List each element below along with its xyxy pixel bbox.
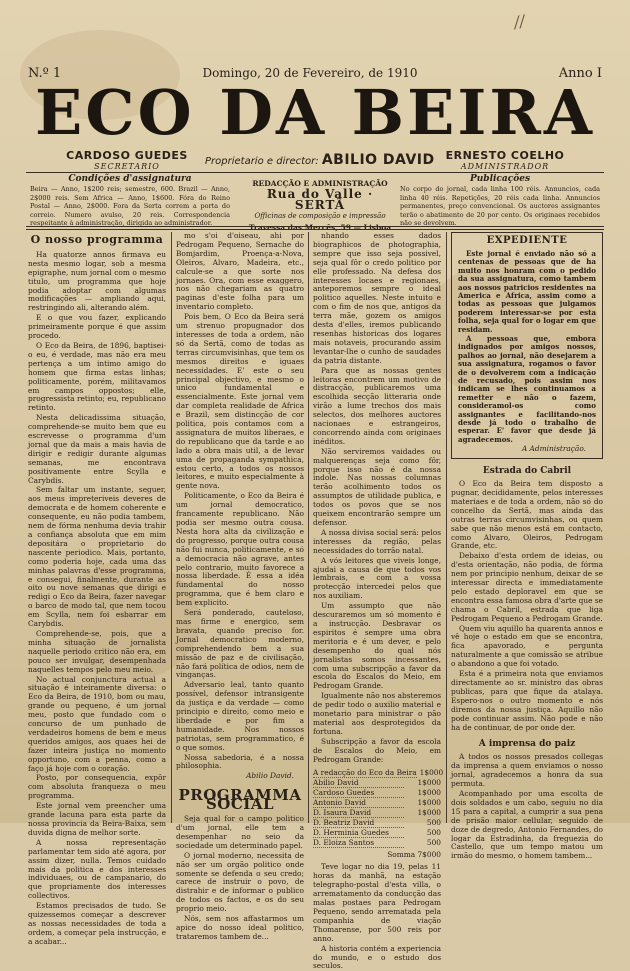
owner-name: ABILIO DAVID (321, 152, 435, 168)
administrator-role: ADMINISTRADOR (460, 162, 550, 171)
article-paragraph: O Eco da Beira tem disposto a pugnar, decididamente, pelos interesses materiaes e de toda a ordem, não só do concelho da Sertã, mas ainda das outras terras circumvisinhas, ou quem sabe que não menos está em contacto, como Alvaro, Oleiros, Pedrogam Grande, etc. (451, 479, 603, 551)
ledger-label: Antonio David (313, 798, 404, 808)
article-title-imprensa: A imprensa do paiz (478, 739, 576, 750)
ledger-label: D. Beatriz David (313, 818, 404, 828)
article-paragraph: Quem viu aquillo ha quarenta annos e vê hoje o estado em que se encontra, fica apavorado, e pergunta naturalmente a que comissão se atribue o abandono a que foi votado. (451, 623, 603, 669)
ledger-row (313, 778, 441, 788)
owner-label: Proprietario e director: (205, 156, 319, 167)
publications-text: No corpo do jornal, cada linha 100 réis. Annuncios, cada linha 40 réis. Repetições, 20 réis cada linha. Annuncios permanentes, preço convencional. Os auctores assignantes terão o abatimento de 20 por cento. Os originaes recebidos não se devolvem. (400, 185, 600, 228)
ledger-label: Cardoso Guedes (313, 788, 404, 798)
article-paragraph: Igualmente não nos absteremos de pedir todo o auxilio material e monetario para ministrar o pão material aos desprotegidos da fortuna. (313, 691, 441, 736)
expediente-box (451, 232, 603, 459)
article-paragraph: Nossa sabedoria, é a nossa philosophia. (176, 752, 304, 771)
article-paragraph: Esta é a primeira nota que enviamos directamente ao sr. ministro das obras publicas, para que fique da atalaya. Espero-nos o outro momento e nós diremos da nossa justiça. Aquillo não pode continuar assim. Não pode e não ha de continuar, de por onde der. (451, 669, 603, 732)
article-paragraph: Pois bem, O Eco da Beira será um strenuo propugnador dos interesses de toda a ordem, não só da Sertã, como de todas as terras circumvisinhas, que tem os mesmos direitos e iguaes necessidades. E' este o seu principal objectivo, e mesmo o unico fundamental e essencialmente. Este jornal vem dar completa realidade de Africa e Brazil, sem distincção de cor politica, pois contamos com a assignatura de muitos liberaes, e do republicano que da tarde e ao lado a obra mais util, a de levar uma de propaganda sympathica, estou certo, a todos os nossos leitores, e muito especialmente à gente nova. (176, 312, 304, 491)
article-paragraph: Acompanhado por uma escolta de dois soldados e um cabo, seguiu no dia 15 para a capital, a cumprir a sua pena de prisão maior cellular, seguido de doze de degredo, Antonio Fernandes, do logar da Estradinha, da freguezia do Castello, que um tempo matou um irmão do mesmo, o homem tambem... (451, 788, 603, 861)
owner-line (205, 152, 435, 168)
expediente-paragraph: A pessoas que, embora indignados por amigos nossos, palhos ao jornal, não desejarem a sua assignatura, rogamos o favor de o devolverem com a indicação de recusado, pois assim nos indicam se lhes continuamos a remetter e não o fazem, consideramol-os como assignantes e facilitando-nos desde já todo o trabalho de esperar. E' favor que desde já agradecemos. (458, 333, 596, 444)
ledger-label: Abilio David (313, 778, 404, 788)
ledger-value: 1$000 (417, 778, 441, 788)
article-title-estrada: Estrada do Cabril (482, 466, 572, 477)
article-paragraph: A nossa divisa social será: pelos interesses da região, pelas necessidades do torrão natal. (313, 527, 441, 555)
ledger-row (313, 838, 441, 848)
article-signature: Abilio David. (246, 771, 294, 781)
publications-box (400, 174, 600, 228)
ledger-sum-value: 7$000 (417, 850, 441, 860)
article-paragraph: A historia contém a experiencia do mundo, e o estudo dos seculos. (313, 943, 441, 971)
publications-title: Publicações (469, 174, 531, 184)
article-paragraph: Sem faltar um instante, seguer, aos meus impreteriveis deveres de democrata e de homem coherente e consequente, eu não podia tambem, nem de fórma nenhuma devia trahir a confiança absoluta que em mim depositára o proprietario do nascente periodico. Mais, portanto, como poderia hoje, cada uma das minhas palavras d'esse programma, e consegui, finalmente, durante as oito ou nove semanas que dirigi e redigi o Eco da Beira, fazer navegar o barco de modo tal, que nem tocou em Scylla, nem foi esbarrar em Carybdis. (28, 485, 166, 629)
ledger-row (313, 818, 441, 828)
article-paragraph: Posto, por consequencia, expôr com absoluta franqueza o meu programma. (28, 773, 166, 801)
article-paragraph: Teve logar no dia 19, pelas 11 horas da manhã, na estação telegrapho-postal d'esta villa, o arrematamento da conducção das malas postaes para Pedrogam Pequeno, sendo arrematada pela companhia de viação Thomarense, por 500 reis por anno. (313, 862, 441, 943)
column-3 (313, 231, 444, 971)
article-paragraph: Será ponderado, cauteloso, mas firme e energico, sem bravata, quando preciso for. Jornal democratico moderno, comprehendendo bem a sua missão de paz e de civilisação, não fará política de odios, nem de vinganças. (176, 608, 304, 680)
article-paragraph: Debaixo d'esta ordem de ideias, ou d'esta orientação, não podia, de fórma nem por principio nenhum, deixar de se interessar directa e immediatamente pelo estado deploravel em que se encontra essa famosa obra d'arte que se chama o Cabril, estrada que liga Pedrogam Pequeno a Pedrogam Grande. (451, 551, 603, 623)
article-paragraph: Comprehende-se, pois, que a minha situação de jornalista naquelle periodo critico não era, em pouco ser invulgar, desempenhada naquelles tempos pelo meu meio. (28, 628, 166, 674)
ledger-row (313, 828, 441, 838)
article-paragraph: No actual conjunctura actual a situação é inteiramente diversa: o Eco da Beira, de 1910, bom ou mau, grande ou pequeno, é um jornal meu, posto que fundado com o concurso de um punhado de verdadeiros homens de bem e meus queridos amigos, aos quaes hei de fazer inteira justiça no momento opportuno, com a penna, como a faço já hoje com o coração. (28, 674, 166, 773)
issue-date: Domingo, 20 de Fevereiro, de 1910 (202, 66, 418, 80)
article-paragraph: Não serviremos vaidades ou malquerenças seja como fôr, porque isso não é da nossa indole. Nas nossas columnas terão acolhimento todos os assumptos de utilidade publica, e todos os povos que se nos queixem encontrarão sempre um defensor. (313, 446, 441, 527)
article-paragraph: Politicamente, o Eco da Beira é um jornal democratico, francamente republicano. Não podia ser mesmo outra cousa. Nesta hora alta da civilização e do progresso, porque outra cousa não fui nunca, politicamente, e só a democracia não agrave, antes pelo contrario, muito favorece a nossa liberdade. É essa a idéa fundamental do nosso programma, que é bem claro e bem explicito. (176, 491, 304, 608)
subscription-box (30, 174, 230, 228)
pencil-mark: // (512, 11, 527, 32)
expediente-title: EXPEDIENTE (486, 235, 568, 246)
ledger-label: D. Herminia Guedes (313, 828, 404, 838)
column-2 (176, 231, 304, 941)
article-title-programma-social: PROGRAMMA SOCIAL (178, 786, 302, 814)
article-paragraph: Nesta delicadissima situação, comprehende-se muito bem que eu escrevesse o programma d'um jornal que da mais a mais havia de dirigir e redigir durante algumas semanas, me encontrava positivamente entre Scylla e Carybdis. (28, 413, 166, 485)
ledger-row (313, 798, 441, 808)
ledger-label: D. Isaura David (313, 808, 404, 818)
subscription-title: Condições d'assignatura (68, 174, 192, 184)
article-paragraph: Um assumpto que não descuraremos um só momento é a instrucção. Desbravar os espiritos é sempre uma obra meritoria e é um dever, e pelo desempenho do qual nós jornalistas somos incessantes, com uma subscripção a favor da escola do Escalos do Meio, em Pedrogam Grande. (313, 601, 441, 691)
article-paragraph: nhando esses dados biographicos de photographia, sempre que isso seja possivel, seja qual fôr o credo politico por elle professado. Na defesa dos interesses locaes e regionaes, anteporemos sempre o ideal politico aquelles. Neste intuito e com o fim de nos que, antigos da terra mãe, gozem os amigos desta d'elles, iremos publicando resenhas historicas dos logares mais notaveis, procurando assim levantar-lhe o cunho de saudades da patria distante. (313, 231, 441, 365)
column-rule (308, 232, 309, 823)
ledger-sum-label: Somma (387, 850, 416, 860)
redaction-street: Rua do Valle · SERTÃ (266, 187, 374, 212)
body-rule (26, 226, 604, 227)
article-paragraph: Ha quatorze annos firmava eu nesta mesmo logar, sob a mesma epigraphe, num jornal com o mesmo titulo, um programma que hoje podia adoptar com algumas modificações — ampliando aqui, restringindo ali, alterando além. (28, 249, 166, 313)
article-paragraph: mo s'oi d'oiseau, ahi por Pedrogam Pequeno, Sernache do Bomjardim, Proença-a-Nova, Oleiros, Alvaro, Madeira, etc., calcule-se a que sorte nos jornaes. Ora, com esse exaggero, nos não chegariam as quatro paginas d'este folha para um inventario completo. (176, 231, 304, 312)
ledger-value: 1$000 (419, 768, 444, 778)
ledger-value: 1$000 (417, 798, 441, 808)
header-rule (26, 172, 604, 173)
administrator-block (440, 150, 570, 172)
article-paragraph: A nossa representação parlamentar tem sido até agora, por assim dizer, nulla. Temos cuidado mais da politica e dos interesses individuaes, ou de campanario, do que propriamente dos interesses collectivos. (28, 837, 166, 901)
ledger-value: 500 (426, 838, 441, 848)
redaction-title: REDACÇÃO E ADMINISTRAÇÃO (252, 179, 388, 188)
redaction-address: Travessa das Mercês, 59 — Lisboa (248, 223, 392, 232)
article-paragraph: A vós leitores que viveis longe, ajudai a causa de que todos vos lembrais, e com a vossa protecção intercedei pelos que nos auxiliam. (313, 555, 441, 601)
secretary-role: SECRETARIO (94, 162, 160, 171)
column-rule (446, 232, 447, 823)
ledger-value: 1$000 (417, 788, 441, 798)
expediente-paragraph: Este jornal é enviado não só a centenas de pessoas que de ha muito nos honram com o pedido da sua assignatura, como tambem aos nossos patricios residentes na America e Africa, assim como a todas as pessoas que julgamos poderem interessar-se por esta folha, seja qual for o logar em que residam. (458, 248, 596, 334)
article-title-programma: O nosso programma (30, 233, 164, 246)
ledger-value: 1$000 (417, 808, 441, 818)
article-paragraph: E o que vou fazer, explicando primeiramente porque é que assim procedo. (28, 313, 166, 341)
ledger-label: A redacção do Eco da Beira (313, 768, 417, 778)
redaction-box (245, 178, 395, 233)
subscription-ledger (313, 768, 444, 860)
ledger-value: 500 (426, 818, 441, 828)
article-paragraph: Seja qual for o campo politico d'um jornal, elle tem a desempenhar no seio da sociedade um determinado papel. (176, 814, 304, 850)
expediente-signature: A Administração. (521, 444, 586, 454)
article-paragraph: Nós, sem nos affastarmos um apice do nosso ideal politico, trataremos tambem de... (176, 914, 304, 941)
secretary-name: CARDOSO GUEDES (66, 149, 188, 162)
body-rule-thin (26, 229, 604, 230)
article-paragraph: Adversario leal, tanto quanto possível, defensor intransigente da justiça e da verdade — como principio e direito, como meio e liberdade e por fim a humanidade. Nos nossos patriotas, sem programmatico, é o que somos. (176, 680, 304, 752)
subscription-text: Beira — Anno, 1$200 reis; semestre, 600. Brazil — Anno, 2$000 reis. Sem Africa — Anno, 1$600. Fóra do Reino Postal — Anno, 2$000. Fora da Serta correm a porta do correio. Numero avulso, 20 reis. Correspondencia respeitante à administração, dirigida ao administrador. (30, 185, 230, 228)
column-rule (171, 232, 172, 823)
issue-number: N.º 1 (28, 66, 62, 81)
issue-year: Anno I (558, 66, 602, 81)
ledger-label: D. Eloiza Santos (313, 838, 404, 848)
redaction-office: Officinas de composição e impressão (254, 212, 386, 220)
ledger-value: 500 (426, 828, 441, 838)
article-paragraph: Subscripção a favor da escola de Escalos do Meio, em Pedrogam Grande: (313, 736, 441, 764)
column-4 (451, 232, 603, 861)
administrator-name: ERNESTO COELHO (445, 149, 565, 162)
masthead-title: ECO DA BEIRA (35, 76, 595, 149)
secretary-block (62, 150, 192, 172)
ledger-row (313, 808, 441, 818)
column-1 (28, 232, 166, 946)
article-paragraph: Para que as nossas gentes leitoras encontrem um motivo de distracção, publicaremos uma escolhida secção litteraria onde virão a lume trechos dos mais selectos, dos melhores auctores nacionaes e estrangeiros, concorrendo ainda com originaes inéditos. (313, 365, 441, 446)
ledger-sum (313, 850, 441, 859)
article-paragraph: A todos os nossos presados collegas da imprensa a quem enviamos o nosso jornal, agradecemos a honra da sua permuta. (451, 752, 603, 789)
article-paragraph: O Eco da Beira, de 1896, baptisei-o eu, é verdade, mas não era meu pertença a um intimo amigo do homem que firma estas linhas; politicamente, porém, militavamos em campos oppostos; elle, progressista retinto; eu, republicano retinto. (28, 340, 166, 413)
ledger-row (313, 768, 444, 778)
article-paragraph: O jornal moderno, necessita de não ser um orgão politico onde somente se defenda o seu credo; carece de instruir o povo, de distrahir e de informar o publico de todos os factos, e os do seu proprio meio. (176, 850, 304, 914)
article-paragraph: Estamos precisados de tudo. Se quizessemos começar a descrever as nossas necessidades de toda a ordem, a começar pela instrucção, e a acabar... (28, 901, 166, 946)
article-paragraph: Este jornal vem preencher uma grande lacuna para esta parte da nossa provincia da Beira-Baixa, sem duvida digna de melhor sorte. (28, 801, 166, 837)
ledger-row (313, 788, 441, 798)
